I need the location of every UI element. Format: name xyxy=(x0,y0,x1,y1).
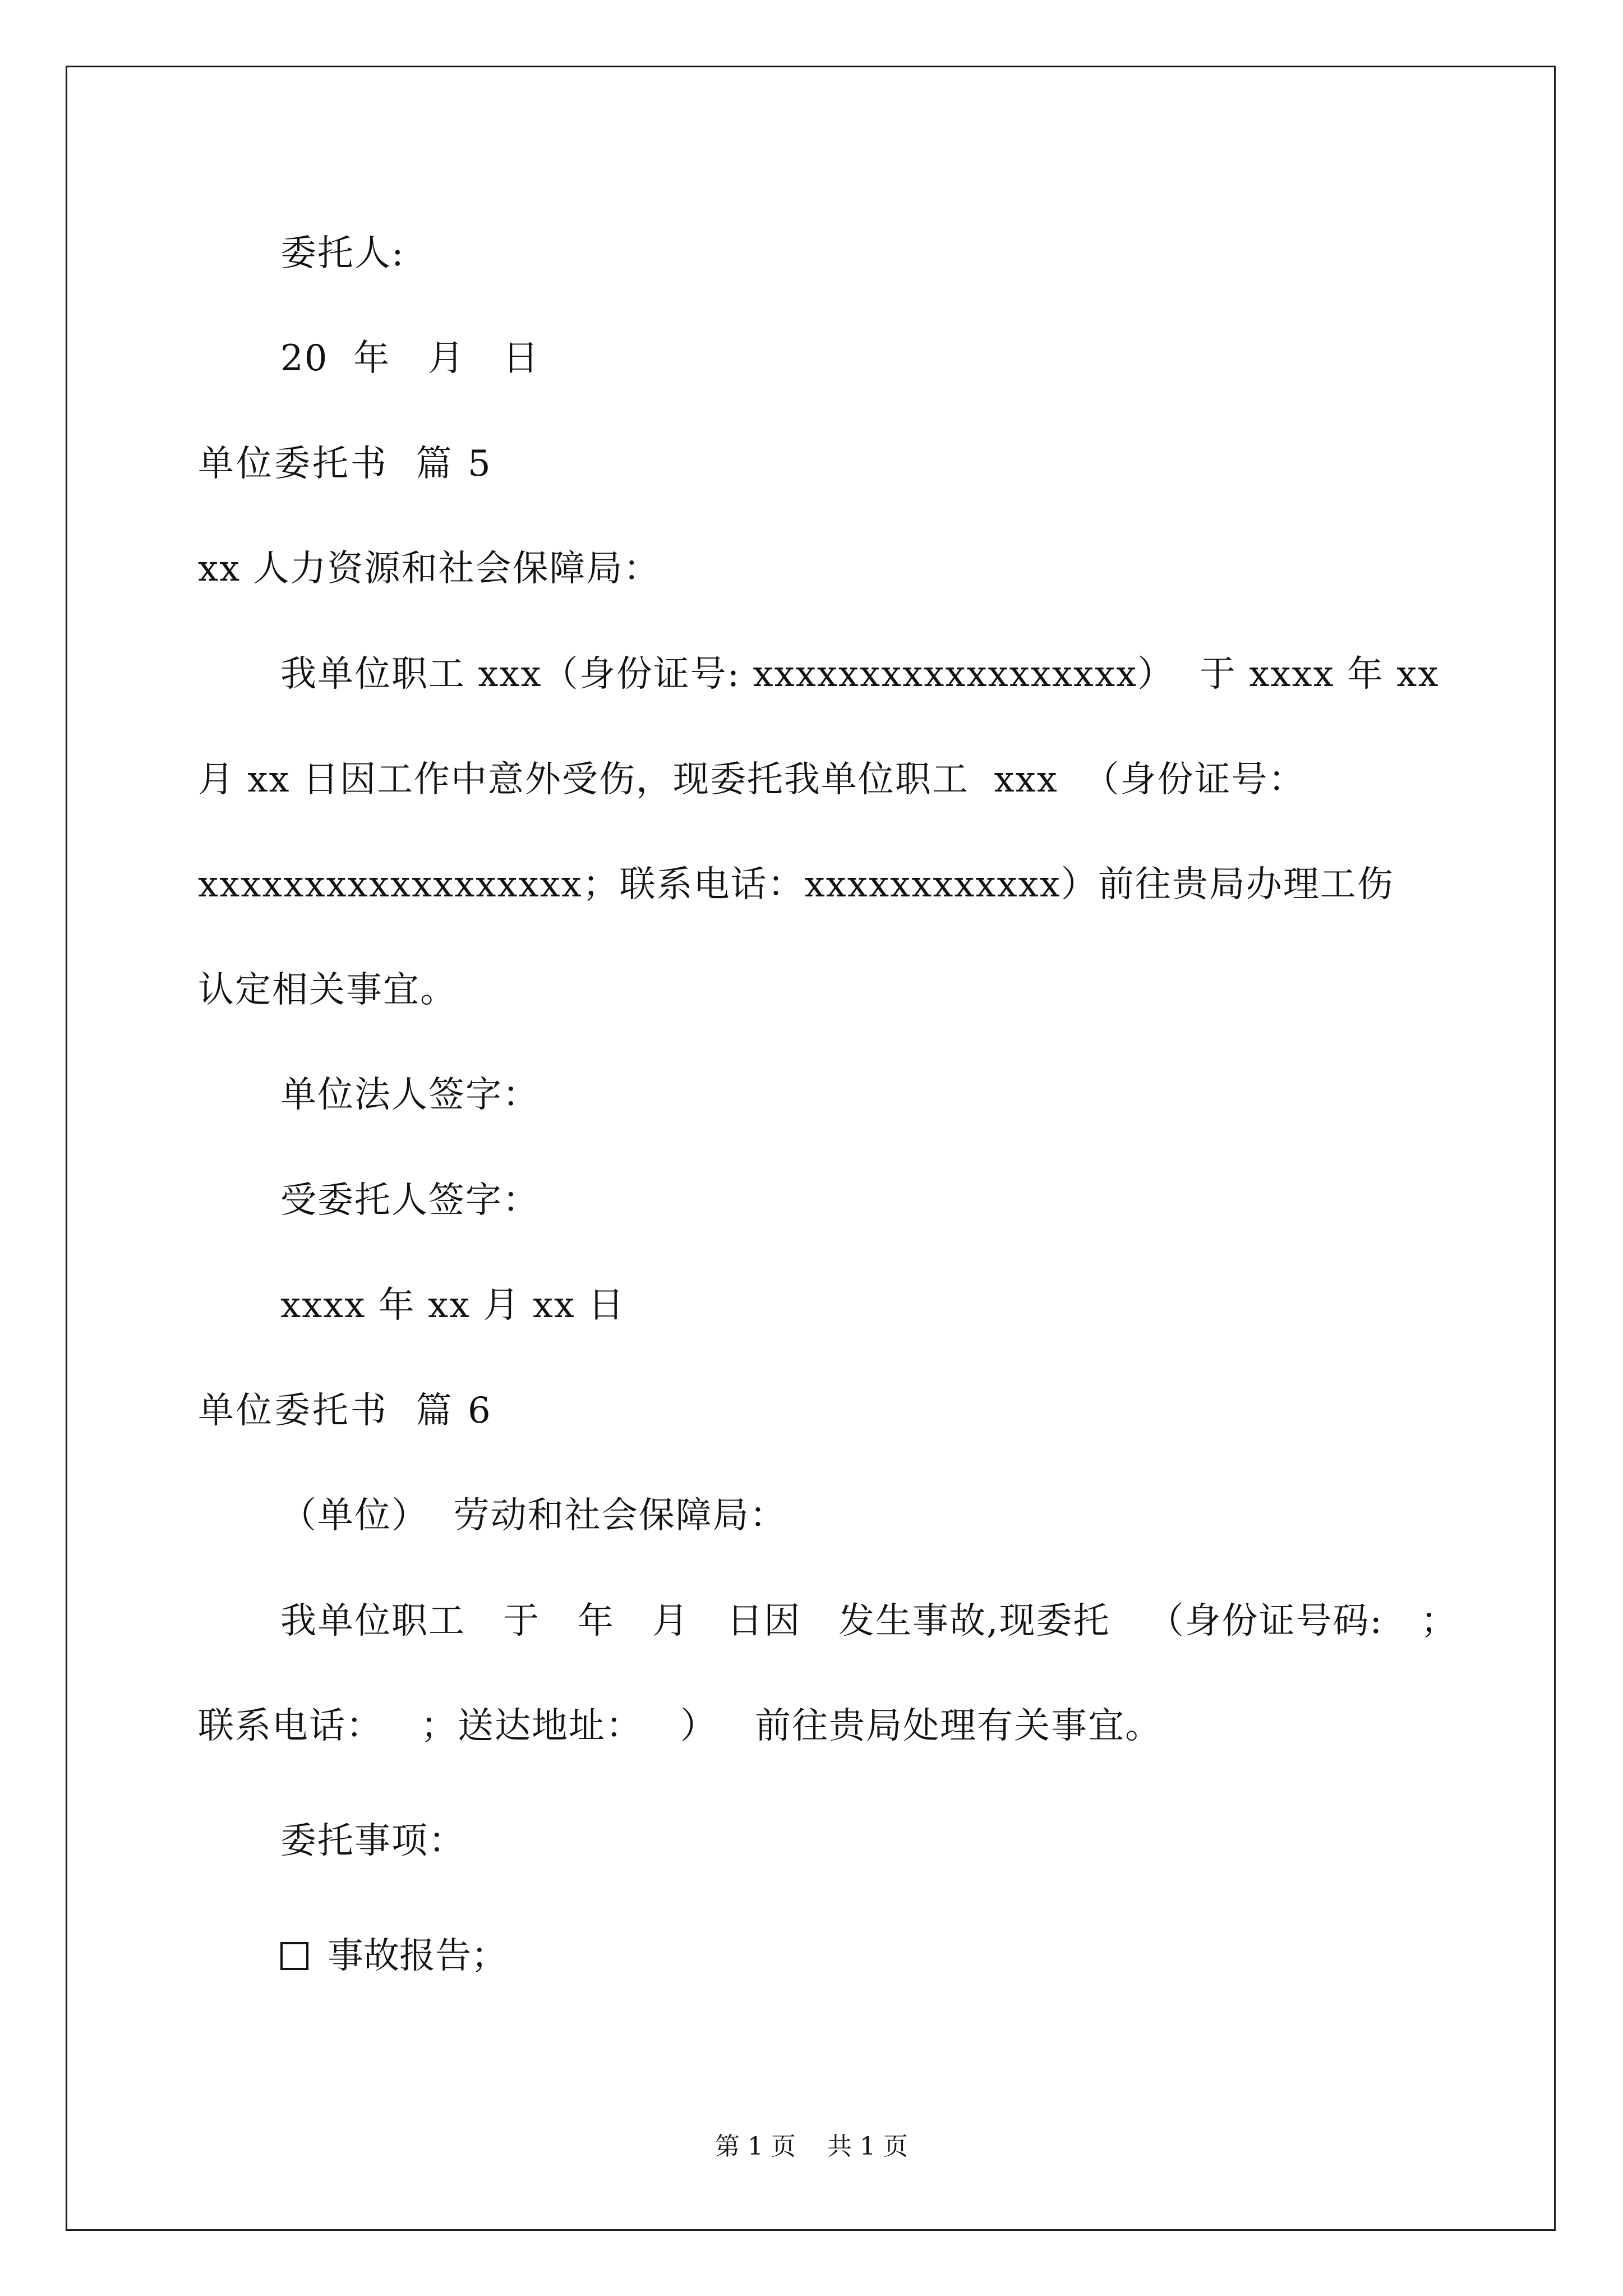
checkbox-icon xyxy=(280,1942,308,1970)
client-label: 委托人: xyxy=(280,233,405,274)
entrusted-matters-label: 委托事项： xyxy=(280,1820,465,1862)
section-heading-5: 单位委托书 篇 5 xyxy=(198,443,493,485)
agent-signature-label: 受委托人签字： xyxy=(280,1180,540,1221)
addressee-line: （单位） 劳动和社会保障局： xyxy=(280,1495,787,1536)
page-footer: 第 1 页 共 1 页 xyxy=(715,2132,908,2161)
body-paragraph-line: 月 xx 日因工作中意外受伤，现委托我单位职工 xxx （身份证号： xyxy=(198,759,1306,800)
date-line-blank: 20 年 月 日 xyxy=(280,338,540,379)
body-paragraph-line: 认定相关事宜。 xyxy=(198,969,457,1011)
legal-rep-signature-label: 单位法人签字： xyxy=(280,1074,540,1116)
page-frame xyxy=(66,66,1556,2231)
checkbox-label: 事故报告； xyxy=(328,1935,507,1977)
body-paragraph-line: 我单位职工 于 年 月 日因 发生事故,现委托 （身份证号码: ； xyxy=(280,1600,1458,1642)
checkbox-item-accident-report xyxy=(280,1935,507,1977)
section-heading-6: 单位委托书 篇 6 xyxy=(198,1390,493,1432)
body-paragraph-line: 我单位职工 xxx（身份证号: xxxxxxxxxxxxxxxxxx） 于 xxxx 年 xx xyxy=(280,654,1440,695)
date-line: xxxx 年 xx 月 xx 日 xyxy=(280,1285,625,1326)
body-paragraph-line: 联系电话： ；送达地址： ） 前往贵局处理有关事宜。 xyxy=(198,1705,1163,1747)
addressee-line: xx 人力资源和社会保障局： xyxy=(198,548,661,590)
body-paragraph-line: xxxxxxxxxxxxxxxxxx；联系电话：xxxxxxxxxxxx）前往贵局办理工伤 xyxy=(198,864,1394,905)
